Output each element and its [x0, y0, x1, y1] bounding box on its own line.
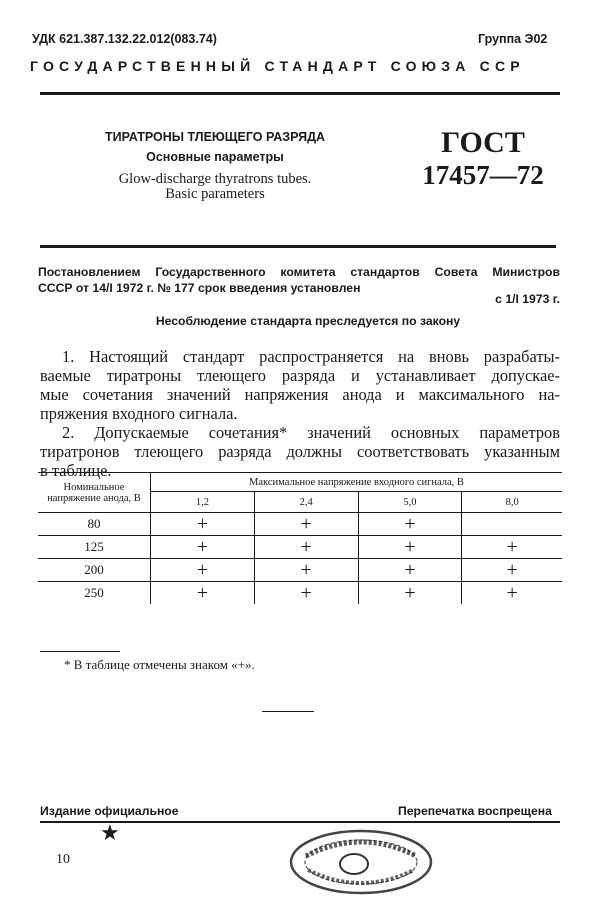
- subtitle-english: Basic parameters: [165, 186, 265, 202]
- table-row: [38, 559, 562, 582]
- paragraph-2-line-3: в таблице.: [40, 461, 112, 480]
- mark-cell: +: [151, 559, 255, 582]
- mark-cell: +: [358, 536, 462, 559]
- official-edition-label: Издание официальное: [40, 804, 179, 818]
- title-english: Glow-discharge thyratrons tubes.: [118, 171, 312, 187]
- decree-line-2: СССР от 14/I 1972 г. № 177 срок введения установлен: [38, 281, 361, 295]
- end-rule: [262, 711, 314, 712]
- mark-cell: +: [254, 582, 358, 605]
- decree-line-1: Постановлением Государственного комитета стандартов Совета Министров: [38, 265, 560, 279]
- paragraph-2-line-2: тиратронов тлеющего разряда должны соответствовать указанным: [40, 442, 560, 461]
- udk-code: УДК 621.387.132.22.012(083.74): [32, 32, 217, 46]
- anode-voltage-cell: 80: [38, 513, 151, 536]
- anode-voltage-cell: 125: [38, 536, 151, 559]
- group-code: Группа Э02: [478, 32, 548, 46]
- top-rule: [40, 92, 560, 95]
- title-russian: ТИРАТРОНЫ ТЛЕЮЩЕГО РАЗРЯДА: [104, 130, 326, 144]
- anode-voltage-cell: 250: [38, 582, 151, 605]
- footnote-rule: [40, 651, 120, 652]
- mark-cell: +: [151, 582, 255, 605]
- mark-cell: +: [151, 513, 255, 536]
- anode-voltage-cell: 200: [38, 559, 151, 582]
- table-column-header: 5,0: [358, 492, 462, 513]
- gost-number: 17457—72: [422, 160, 544, 190]
- reprint-prohibited-label: Перепечатка воспрещена: [398, 804, 552, 818]
- page-number: 10: [56, 852, 70, 867]
- library-stamp-icon: [286, 826, 436, 898]
- non-observance-notice: Несоблюдение стандарта преследуется по закону: [155, 314, 461, 328]
- mark-cell: +: [254, 513, 358, 536]
- mark-cell: +: [358, 559, 462, 582]
- mark-cell: +: [151, 536, 255, 559]
- table-column-header: 8,0: [462, 492, 562, 513]
- effective-date: с 1/I 1973 г.: [495, 292, 560, 306]
- mark-cell: +: [358, 513, 462, 536]
- table-column-header: 2,4: [254, 492, 358, 513]
- paragraph-1-line-3: мые сочетания значений напряжения анода и максимального на-: [40, 385, 560, 404]
- star-icon: ★: [100, 820, 120, 845]
- mark-cell: +: [358, 582, 462, 605]
- subtitle-russian: Основные параметры: [146, 150, 284, 164]
- table-row: [38, 582, 562, 605]
- table-corner-header: Номинальное напряжение анода, В: [38, 473, 151, 513]
- middle-rule: [40, 245, 556, 248]
- paragraph-1-line-2: ваемые тиратроны тлеющего разряда и устанавливает допускае-: [40, 366, 560, 385]
- paragraph-1-line-4: пряжения входного сигнала.: [40, 404, 238, 423]
- footnote: * В таблице отмечены знаком «+».: [64, 657, 255, 672]
- mark-cell: +: [462, 536, 562, 559]
- mark-cell: +: [462, 582, 562, 605]
- table-column-header: 1,2: [151, 492, 255, 513]
- paragraph-2-line-1: 2. Допускаемые сочетания* значений основных параметров: [62, 423, 560, 442]
- paragraph-1-line-1: 1. Настоящий стандарт распространяется на вновь разрабаты-: [62, 347, 560, 366]
- table-row: [38, 513, 562, 536]
- table-row: [38, 536, 562, 559]
- table-group-header: Максимальное напряжение входного сигнала, В: [151, 473, 563, 492]
- gost-label: ГОСТ: [441, 126, 525, 159]
- mark-cell: [462, 513, 562, 536]
- state-standard-heading: ГОСУДАРСТВЕННЫЙ СТАНДАРТ СОЮЗА ССР: [30, 58, 525, 74]
- mark-cell: +: [462, 559, 562, 582]
- mark-cell: +: [254, 559, 358, 582]
- mark-cell: +: [254, 536, 358, 559]
- parameters-table: [38, 472, 562, 604]
